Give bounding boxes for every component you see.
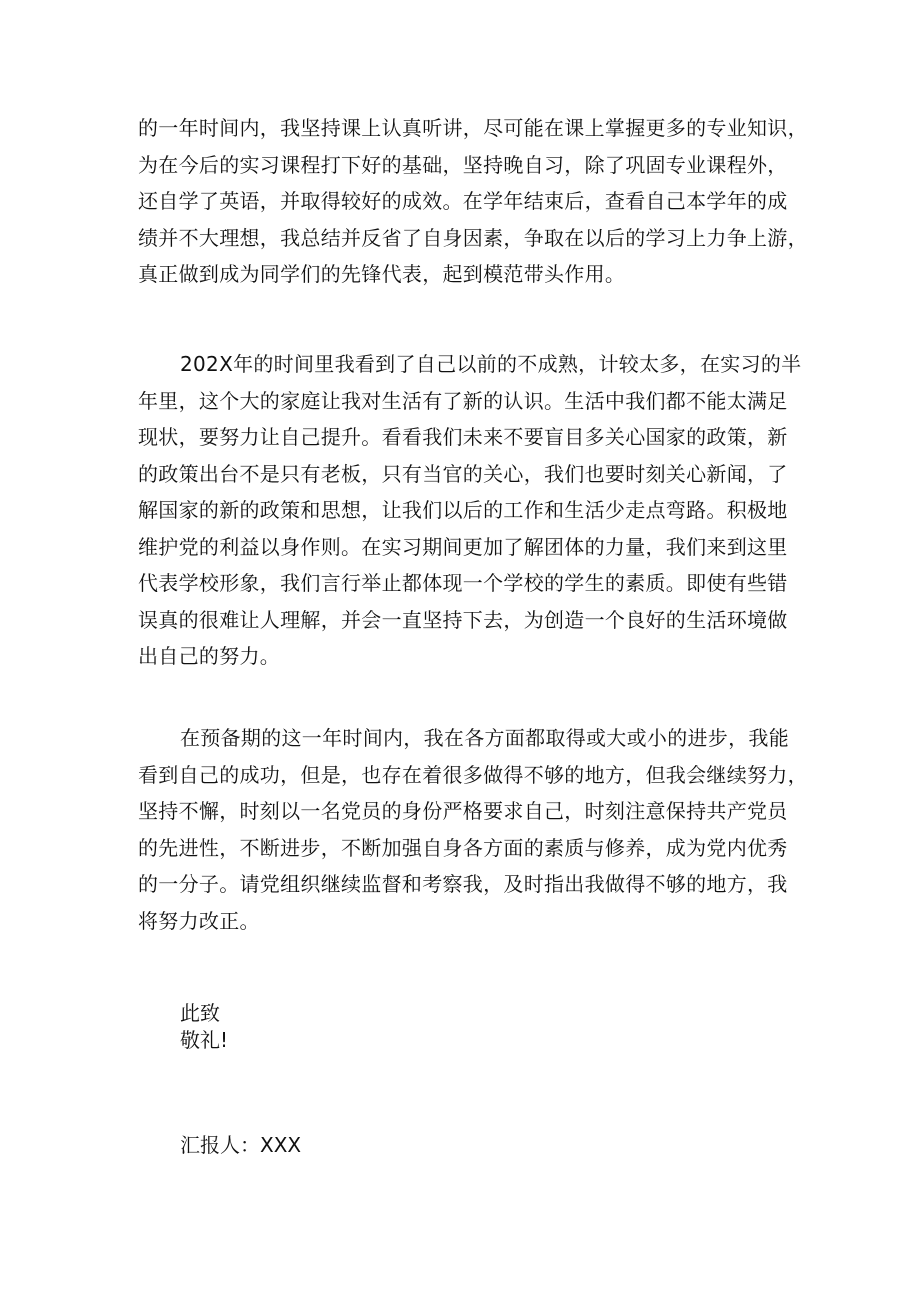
text-line: 202X年的时间里我看到了自己以前的不成熟，计较太多，在实习的半 [180, 352, 802, 376]
text-line: 的一年时间内，我坚持课上认真听讲，尽可能在课上掌握更多的专业知识， [138, 116, 808, 140]
paragraph-internship [138, 346, 802, 675]
closing-salutation [180, 1000, 228, 1054]
text-line: 在预备期的这一年时间内，我在各方面都取得或大或小的进步，我能 [180, 726, 789, 750]
text-line: 将努力改正。 [138, 908, 260, 933]
text-line: 的先进性，不断进步，不断加强自身各方面的素质与修养，成为党内优秀 [138, 835, 788, 860]
text-line: 代表学校形象，我们言行举止都体现一个学校的学生的素质。即使有些错 [138, 571, 788, 595]
text-line: 出自己的努力。 [138, 644, 281, 668]
text-line: 的一分子。请党组织继续监督和考察我，及时指出我做得不够的地方，我 [138, 872, 788, 896]
paragraph-study [138, 110, 808, 293]
text-line: 坚持不懈，时刻以一名党员的身份严格要求自己，时刻注意保持共产党员 [138, 799, 788, 823]
closing-line-1: 此致 [180, 1001, 220, 1025]
closing-line-2: 敬礼! [180, 1028, 229, 1052]
text-line: 解国家的新的政策和思想，让我们以后的工作和生活少走点弯路。积极地 [138, 498, 788, 522]
text-line: 的政策出台不是只有老板，只有当官的关心，我们也要时刻关心新闻，了 [138, 461, 788, 486]
text-line: 年里，这个大的家庭让我对生活有了新的认识。生活中我们都不能太满足 [138, 388, 788, 413]
text-line: 绩并不大理想，我总结并反省了自身因素，争取在以后的学习上力争上游， [138, 225, 808, 250]
text-line: 真正做到成为同学们的先锋代表，起到模范带头作用。 [138, 262, 626, 286]
paragraph-probation [138, 720, 808, 939]
text-line: 看到自己的成功，但是，也存在着很多做得不够的地方，但我会继续努力， [138, 762, 808, 787]
text-line: 误真的很难让人理解，并会一直坚持下去，为创造一个良好的生活环境做 [138, 607, 788, 632]
text-line: 还自学了英语，并取得较好的成效。在学年结束后，查看自己本学年的成 [138, 189, 788, 213]
text-line: 为在今后的实习课程打下好的基础，坚持晚自习，除了巩固专业课程外， [138, 152, 788, 177]
text-line: 维护党的利益以身作则。在实习期间更加了解团体的力量，我们来到这里 [138, 534, 788, 559]
reporter-signature: 汇报人：XXX [180, 1133, 302, 1157]
text-line: 现状，要努力让自己提升。看看我们未来不要盲目多关心国家的政策，新 [138, 425, 788, 449]
